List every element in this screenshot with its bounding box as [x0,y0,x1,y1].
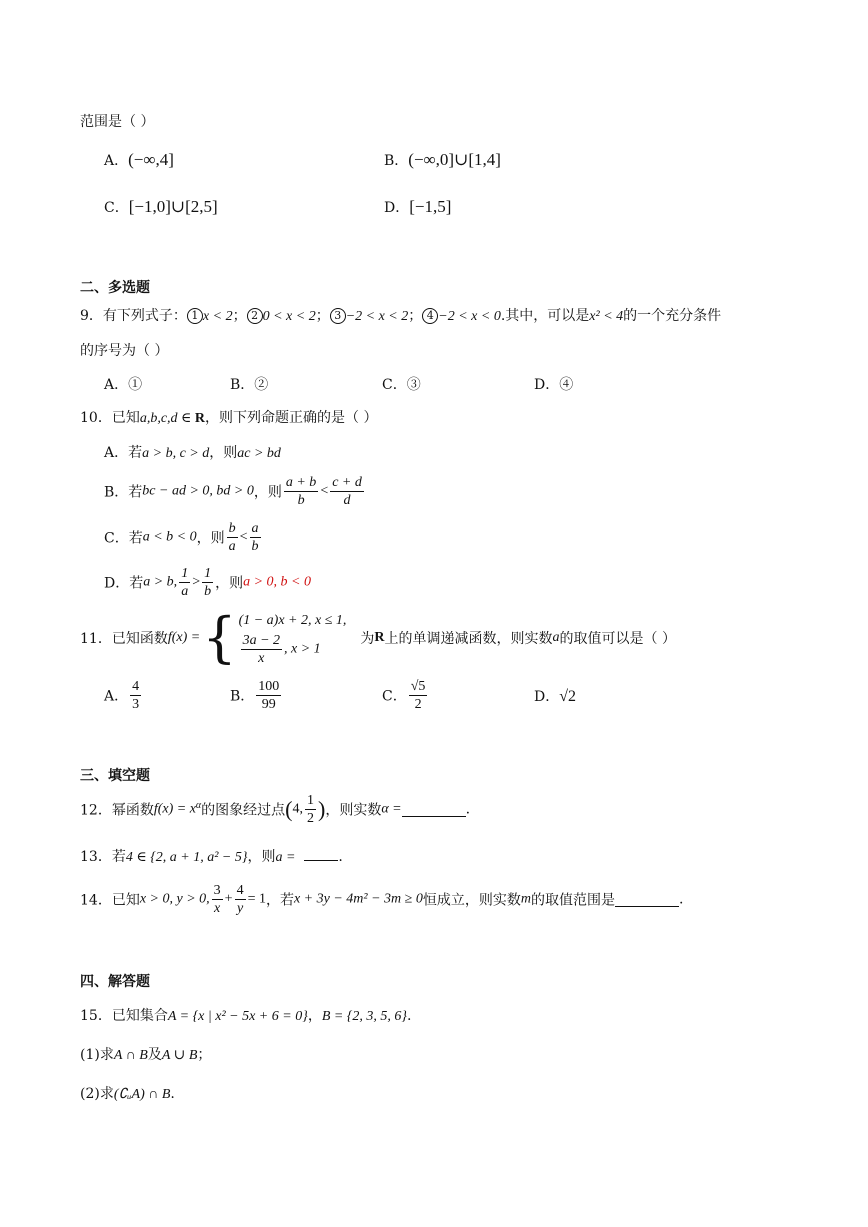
q12-point-x: 4, [292,801,303,817]
numerator: √5 [410,679,426,694]
q10-stem [80,408,377,429]
q11-stem [80,608,676,668]
numerator: 4 [132,679,140,694]
part-expr-1: A ∩ B [113,1048,148,1063]
piecewise-cases [239,610,347,667]
circled-2-icon: 2 [247,308,263,324]
option-mid: ，则 [196,530,225,547]
q10-option-d[interactable] [104,565,311,600]
section-title-answer: 四、解答题 [80,974,150,990]
option-prefix: B．若 [104,484,143,501]
option-value: √2 [559,688,577,705]
q9-expr-4: −2 < x < 0 [438,309,501,324]
part-expr: (∁ᵤA) ∩ B [113,1087,171,1102]
q11-prefix: 11．已知函数 [80,631,168,647]
q10-option-a[interactable] [104,442,281,462]
case-1: (1 − a)x + 2, x ≤ 1, [238,612,347,628]
q8-option-b[interactable] [384,150,501,170]
part-prefix: (1)求 [80,1047,114,1063]
q12-tail: ，则实数 [325,802,382,819]
section-title-multiple-choice: 二、多选题 [80,280,150,296]
denominator: x [214,901,221,916]
q12-mid: 的图象经过点 [201,802,286,819]
q11-tail: 的取值可以是（ ） [559,631,676,647]
option-value: [−1,5] [409,197,452,216]
fraction [284,474,318,509]
option-condition: bc − ad > 0, bd > 0 [142,483,254,499]
option-text: B．② [230,377,269,393]
q13-mid: ，则 [247,849,276,865]
q9-expr-2: 0 < x < 2 [262,309,316,324]
q8-option-d[interactable] [384,197,451,217]
option-mid: ，则 [215,575,244,592]
q9-mid: .其中，可以是 [500,308,590,324]
option-condition: a < b < 0 [142,529,197,545]
q10-vars: a,b,c,d ∈ [139,411,195,426]
q9-tail: 的一个充分条件 [623,308,722,324]
q11-option-d[interactable] [534,686,576,706]
q15-stem [80,1006,411,1027]
denominator: x [258,650,265,666]
denominator: a [228,539,236,554]
option-letter: D． [384,200,410,216]
fraction [202,565,213,600]
fraction [235,882,246,917]
denominator: 2 [414,697,422,712]
equals: = 1 [247,891,266,907]
q9-option-b[interactable] [230,374,268,394]
option-letter: A． [104,153,129,169]
q14-tail: 恒成立，则实数 [422,892,521,909]
option-result-highlighted: a > 0, b < 0 [243,574,311,590]
q8-option-c[interactable] [104,197,218,217]
q14-mid: ，若 [265,892,294,909]
part-end: . [170,1086,175,1102]
option-letter: C． [382,688,407,705]
denominator: 3 [132,697,140,712]
case-2-condition: , x > 1 [284,641,321,657]
q15-end: . [407,1008,412,1024]
option-prefix: C．若 [104,530,143,547]
denominator: 2 [307,811,314,826]
answer-blank[interactable] [615,892,679,907]
q10-real-set: R [194,411,206,426]
less-than: < [239,529,248,545]
q12-prefix: 12．幂函数 [80,802,154,819]
option-value: (−∞,4] [128,150,174,169]
circled-3-icon: 3 [330,308,346,324]
q12-alpha: α = [381,801,402,817]
numerator: 4 [236,883,244,898]
q9-option-c[interactable] [382,374,421,394]
numerator: a + b [285,475,317,490]
q12-function: f(x) = x [153,801,196,817]
q11-option-b[interactable] [230,678,283,713]
fraction [179,565,190,600]
left-paren-icon: ( [285,796,293,822]
option-mid: ，则 [253,484,282,501]
numerator: b [228,521,236,536]
q14-end: . [678,891,684,908]
option-value: [−1,0]∪[2,5] [128,197,218,216]
q11-real-set: R [374,630,385,645]
numerator: 3a − 2 [242,632,281,648]
q11-option-a[interactable] [104,678,143,713]
q9-prefix: 9．有下列式子： [80,308,187,324]
greater-than: > [192,574,201,590]
q13-prefix: 13．若 [80,849,126,865]
q15-part-1 [80,1045,211,1066]
q8-stem-tail: 范围是（ ） [80,114,155,130]
option-text: A．① [104,377,143,393]
q14-condition: x > 0, y > 0, [139,891,210,907]
fraction [227,520,238,555]
q9-stem-line2: 的序号为（ ） [80,343,169,359]
q9-option-a[interactable] [104,374,142,394]
q15-part-2 [80,1084,175,1105]
q15-set-a: A = {x | x² − 5x + 6 = 0} [167,1009,308,1024]
fraction [256,678,281,713]
fraction [409,678,428,713]
numerator: 100 [258,679,280,694]
q8-option-a[interactable] [104,150,174,170]
option-condition: a > b, [143,574,178,590]
part-prefix: (2)求 [80,1086,114,1102]
q15-prefix: 15．已知集合 [80,1008,168,1024]
q11-var-a: a [552,630,560,645]
fraction [130,678,141,713]
q13-var: a = [275,850,296,865]
numerator: c + d [332,475,362,490]
q9-expr-1: x < 2 [202,309,233,324]
q10-option-b[interactable] [104,474,366,509]
less-than: < [320,483,329,499]
q13-expr: 4 ∈ {2, a + 1, a² − 5} [125,850,248,865]
option-mid: ，则 [209,445,238,461]
denominator: d [343,493,351,508]
option-prefix: A．若 [104,445,143,461]
option-text: C．③ [382,377,421,393]
option-letter: C． [104,200,129,216]
q9-stem: 9．有下列式子： 1 x < 2； 2 0 < x < 2； 3 −2 < x < 2； 4 −2 < x < 0.其中，可以是x² < 4的一个充分条件 [80,308,722,324]
numerator: 1 [204,566,212,581]
q15-separator: ， [307,1008,322,1024]
denominator: 99 [261,697,276,712]
q13-end: . [338,849,343,865]
numerator: 1 [307,793,314,808]
denominator: a [181,584,189,599]
q9-option-d[interactable] [534,374,573,394]
q12-end: . [465,801,471,818]
option-result: ac > bd [237,446,281,461]
q12-stem [80,792,470,827]
section-title-fill-in: 三、填空题 [80,768,150,784]
numerator: 3 [213,883,221,898]
numerator: a [251,521,259,536]
q11-function-name: f(x) = [167,630,201,645]
denominator: b [297,493,305,508]
plus: + [224,891,233,907]
denominator: b [251,539,259,554]
q11-suffix: 上的单调递减函数，则实数 [384,631,553,647]
q14-stem [80,882,683,917]
q13-stem [80,846,343,868]
circled-4-icon: 4 [422,308,438,324]
q14-tail2: 的取值范围是 [530,892,615,909]
fraction [212,882,223,917]
option-letter: D． [534,689,560,705]
part-expr-2: A ∪ B [161,1048,198,1063]
q14-prefix: 14．已知 [80,892,140,909]
q15-set-b: B = {2, 3, 5, 6} [321,1009,408,1024]
q14-var-m: m [520,891,531,907]
numerator: 1 [181,566,189,581]
left-brace-icon: { [202,606,237,669]
q10-option-c[interactable] [104,520,263,555]
fraction [241,632,282,667]
denominator: b [204,584,212,599]
q12-exponent: α [195,799,202,811]
q11-option-c[interactable] [382,678,429,713]
q10-suffix: ，则下列命题正确的是（ ） [205,410,378,426]
option-text: D．④ [534,377,574,393]
option-condition: a > b, c > d [142,446,210,461]
q11-mid: 为 [360,631,375,647]
option-value: (−∞,0]∪[1,4] [408,150,501,169]
fraction [250,520,261,555]
answer-blank[interactable] [304,846,338,861]
denominator: y [236,901,244,916]
q14-inequality: x + 3y − 4m² − 3m ≥ 0 [293,891,423,907]
q9-expr-3: −2 < x < 2 [345,309,409,324]
fraction [305,792,316,827]
circled-1-icon: 1 [187,308,203,324]
option-letter: A． [104,688,129,705]
part-end: ； [197,1047,212,1063]
q9-condition: x² < 4 [589,309,624,324]
part-mid: 及 [147,1047,162,1063]
answer-blank[interactable] [402,802,466,817]
q10-prefix: 10．已知 [80,410,140,426]
fraction [330,474,364,509]
option-prefix: D．若 [104,575,144,592]
right-paren-icon: ) [318,796,326,822]
option-letter: B． [230,688,255,705]
option-letter: B． [384,153,409,169]
